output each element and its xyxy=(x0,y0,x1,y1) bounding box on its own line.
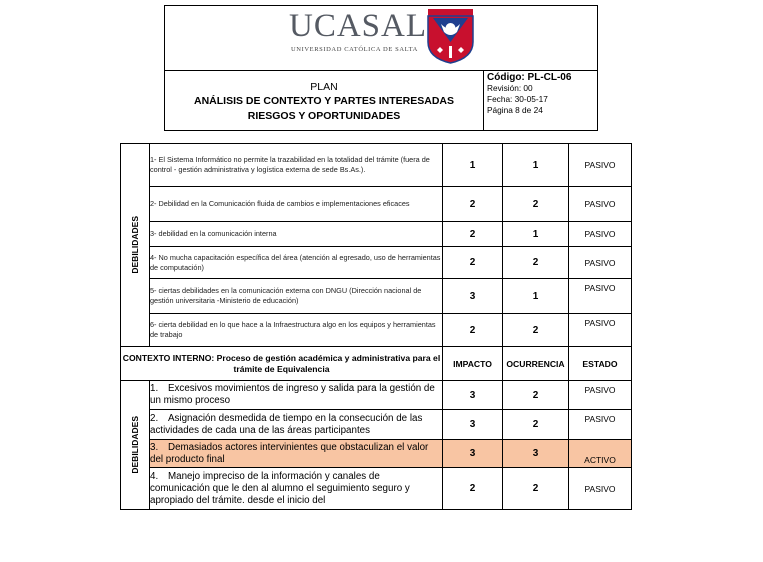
table-row-highlighted xyxy=(121,440,632,468)
row-description: 6- cierta debilidad en lo que hace a la Infraestructura algo en los equipos y herramientas de trabajo xyxy=(150,314,443,347)
document-header xyxy=(164,5,598,131)
table-row xyxy=(121,410,632,440)
document-code: Código: PL-CL-06 xyxy=(487,72,572,83)
estado-value: PASIVO xyxy=(569,247,632,279)
side-label-cell xyxy=(121,381,150,510)
impacto-value: 3 xyxy=(443,440,503,468)
ocurrencia-value: 1 xyxy=(503,144,569,187)
row-description: 4- No mucha capacitación específica del área (atención al egresado, uso de herramientas de computación) xyxy=(150,247,443,279)
impacto-value: 2 xyxy=(443,187,503,222)
impacto-value: 2 xyxy=(443,314,503,347)
table-row xyxy=(121,222,632,247)
title-block xyxy=(165,70,484,130)
impacto-value: 3 xyxy=(443,279,503,314)
row-description xyxy=(150,410,443,440)
ocurrencia-value: 3 xyxy=(503,440,569,468)
row-description xyxy=(150,440,443,468)
impacto-value: 2 xyxy=(443,222,503,247)
impacto-value: 3 xyxy=(443,410,503,440)
column-header-impacto: IMPACTO xyxy=(443,347,503,381)
table-row xyxy=(121,381,632,410)
estado-value: PASIVO xyxy=(569,144,632,187)
risk-analysis-table xyxy=(120,143,632,510)
column-header-estado: ESTADO xyxy=(569,347,632,381)
row-text: Asignación desmedida de tiempo en la consecución de las actividades de cada una de las áreas participantes xyxy=(150,412,423,436)
table-row xyxy=(121,187,632,222)
table-row xyxy=(121,144,632,187)
estado-value: PASIVO xyxy=(569,410,632,440)
side-label-cell xyxy=(121,144,150,347)
ocurrencia-value: 2 xyxy=(503,381,569,410)
table-row xyxy=(121,247,632,279)
row-number: 4. xyxy=(150,470,159,482)
ocurrencia-value: 1 xyxy=(503,222,569,247)
row-description xyxy=(150,468,443,510)
row-text: Demasiados actores intervinientes que obstaculizan el valor del producto final xyxy=(150,441,429,465)
context-title: CONTEXTO INTERNO: Proceso de gestión académica y administrativa para el trámite de Equivalencia xyxy=(121,347,443,381)
row-description: 5- ciertas debilidades en la comunicación externa con DNGU (Dirección nacional de gestión universitaria -Ministerio de educación) xyxy=(150,279,443,314)
row-number: 1. xyxy=(150,383,159,394)
column-header-ocurrencia: OCURRENCIA xyxy=(503,347,569,381)
document-meta xyxy=(487,72,571,116)
plan-label: PLAN xyxy=(310,81,338,93)
estado-value: ACTIVO xyxy=(569,440,632,468)
row-text: Manejo impreciso de la información y canales de comunicación que le den al alumno el seguimiento seguro y apropiado del trámite. desde el inicio del xyxy=(150,470,410,506)
estado-value: PASIVO xyxy=(569,314,632,347)
document-page: Página 8 de 24 xyxy=(487,105,543,115)
ucasal-logo-subtitle: UNIVERSIDAD CATÓLICA DE SALTA xyxy=(291,46,418,53)
estado-value: PASIVO xyxy=(569,468,632,510)
row-description xyxy=(150,381,443,410)
row-number: 3. xyxy=(150,441,159,453)
table-row xyxy=(121,468,632,510)
row-description: 1- El Sistema Informático no permite la trazabilidad en la totalidad del trámite (fuera de control - gestión administrativa y logística externa de sede Bs.As.). xyxy=(150,144,443,187)
impacto-value: 1 xyxy=(443,144,503,187)
table-row xyxy=(121,279,632,314)
section2-side-label: DEBILIDADES xyxy=(130,416,140,474)
ocurrencia-value: 2 xyxy=(503,314,569,347)
row-text: Excesivos movimientos de ingreso y salida para la gestión de un mismo proceso xyxy=(150,383,435,406)
impacto-value: 3 xyxy=(443,381,503,410)
ucasal-logo-text: UCASAL xyxy=(289,8,428,44)
estado-value: PASIVO xyxy=(569,222,632,247)
context-header-row xyxy=(121,347,632,381)
logo-row xyxy=(165,6,597,71)
estado-value: PASIVO xyxy=(569,381,632,410)
table-row xyxy=(121,314,632,347)
document-title-line2: RIESGOS Y OPORTUNIDADES xyxy=(247,110,401,122)
impacto-value: 2 xyxy=(443,468,503,510)
row-description: 2- Debilidad en la Comunicación fluida de cambios e implementaciones eficaces xyxy=(150,187,443,222)
row-description: 3- debilidad en la comunicación interna xyxy=(150,222,443,247)
ocurrencia-value: 2 xyxy=(503,468,569,510)
section1-side-label: DEBILIDADES xyxy=(130,216,140,274)
ocurrencia-value: 2 xyxy=(503,187,569,222)
ocurrencia-value: 2 xyxy=(503,247,569,279)
university-shield-icon xyxy=(427,8,474,64)
document-date: Fecha: 30-05-17 xyxy=(487,94,548,104)
row-number: 2. xyxy=(150,412,159,424)
ocurrencia-value: 2 xyxy=(503,410,569,440)
document-revision: Revisión: 00 xyxy=(487,83,533,93)
ocurrencia-value: 1 xyxy=(503,279,569,314)
estado-value: PASIVO xyxy=(569,279,632,314)
impacto-value: 2 xyxy=(443,247,503,279)
estado-value: PASIVO xyxy=(569,187,632,222)
document-title-line1: ANÁLISIS DE CONTEXTO Y PARTES INTERESADAS xyxy=(193,95,454,107)
